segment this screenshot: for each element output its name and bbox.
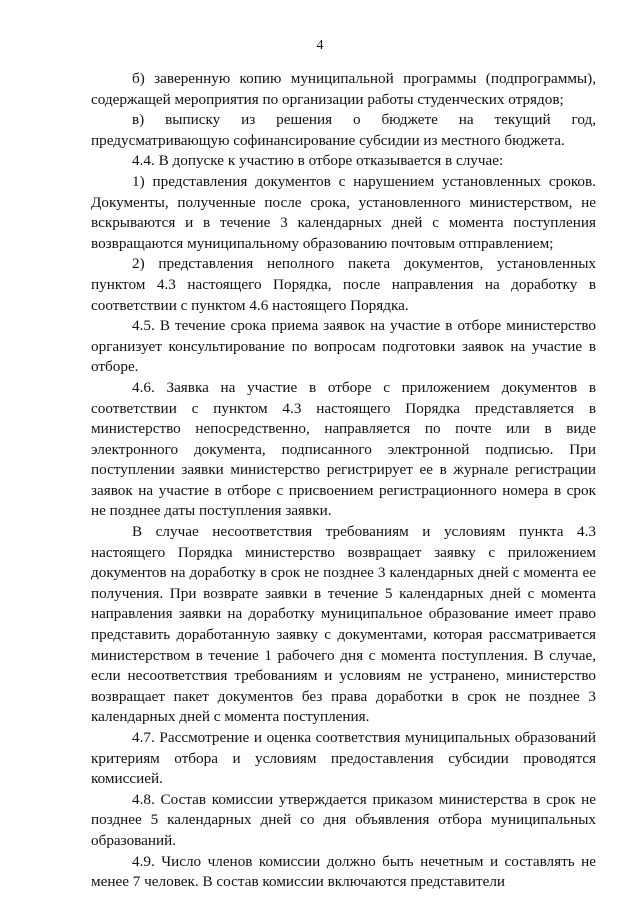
paragraph-4-4-2: 2) представления неполного пакета документов, установленных пунктом 4.3 настоящего Порядка, после направления на доработку в соответствии с пунктом 4.6 настоящего Порядка. <box>91 255 596 314</box>
paragraph-4-5: 4.5. В течение срока приема заявок на участие в отборе министерство организует консультирование по вопросам подготовки заявок на участие в отборе. <box>91 317 596 376</box>
paragraph-4-4-1: 1) представления документов с нарушением установленных сроков. Документы, полученные после срока, установленного министерством, не вскрываются и в течение 3 календарных дней с момента поступления возвращаются муниципальному образованию почтовым отправлением; <box>91 172 596 252</box>
page-number: 4 <box>316 38 324 53</box>
paragraph-item-b: б) заверенную копию муниципальной программы (подпрограммы), содержащей мероприятия по организации работы студенческих отрядов; <box>91 70 596 108</box>
paragraph-4-9: 4.9. Число членов комиссии должно быть нечетным и составлять не менее 7 человек. В состав комиссии включаются представители <box>91 852 596 891</box>
paragraph-4-6: 4.6. Заявка на участие в отборе с приложением документов в соответствии с пунктом 4.3 настоящего Порядка представляется в министерство непосредственно, направляется по почте или в виде электронного документа, подписанного электронной подписью. При поступлении заявки министерство регистрирует ее в журнале регистрации заявок на участие в отборе с присвоением регистрационного номера в срок не позднее даты поступления заявки. <box>91 378 596 520</box>
paragraph-item-v: в) выписку из решения о бюджете на текущий год, предусматривающую софинансирование субсидии из местного бюджета. <box>91 111 596 149</box>
paragraph-4-4: 4.4. В допуске к участию в отборе отказывается в случае: <box>132 152 504 170</box>
paragraph-4-8: 4.8. Состав комиссии утверждается приказом министерства в срок не позднее 5 календарных дней со дня объявления отбора муниципальных образований. <box>91 790 596 849</box>
paragraph-4-6-continued: В случае несоответствия требованиям и условиям пункта 4.3 настоящего Порядка министерство возвращает заявку с приложением документов на доработку в срок не позднее 3 календарных дней с момента ее получения. При возврате заявки в течение 5 календарных дней с момента направления заявки на доработку муниципальное образование имеет право представить доработанную заявку с документами, которая рассматривается министерством в течение 1 рабочего дня с момента поступления. В случае, если несоответствия требованиям и условиям не устранено, министерство возвращает пакет документов без права доработки в срок не позднее 3 календарных дней с момента поступления. <box>91 523 596 726</box>
document-body <box>91 69 596 893</box>
paragraph-4-7: 4.7. Рассмотрение и оценка соответствия муниципальных образований критериям отбора и условиям предоставления субсидии проводятся комиссией. <box>91 729 596 788</box>
